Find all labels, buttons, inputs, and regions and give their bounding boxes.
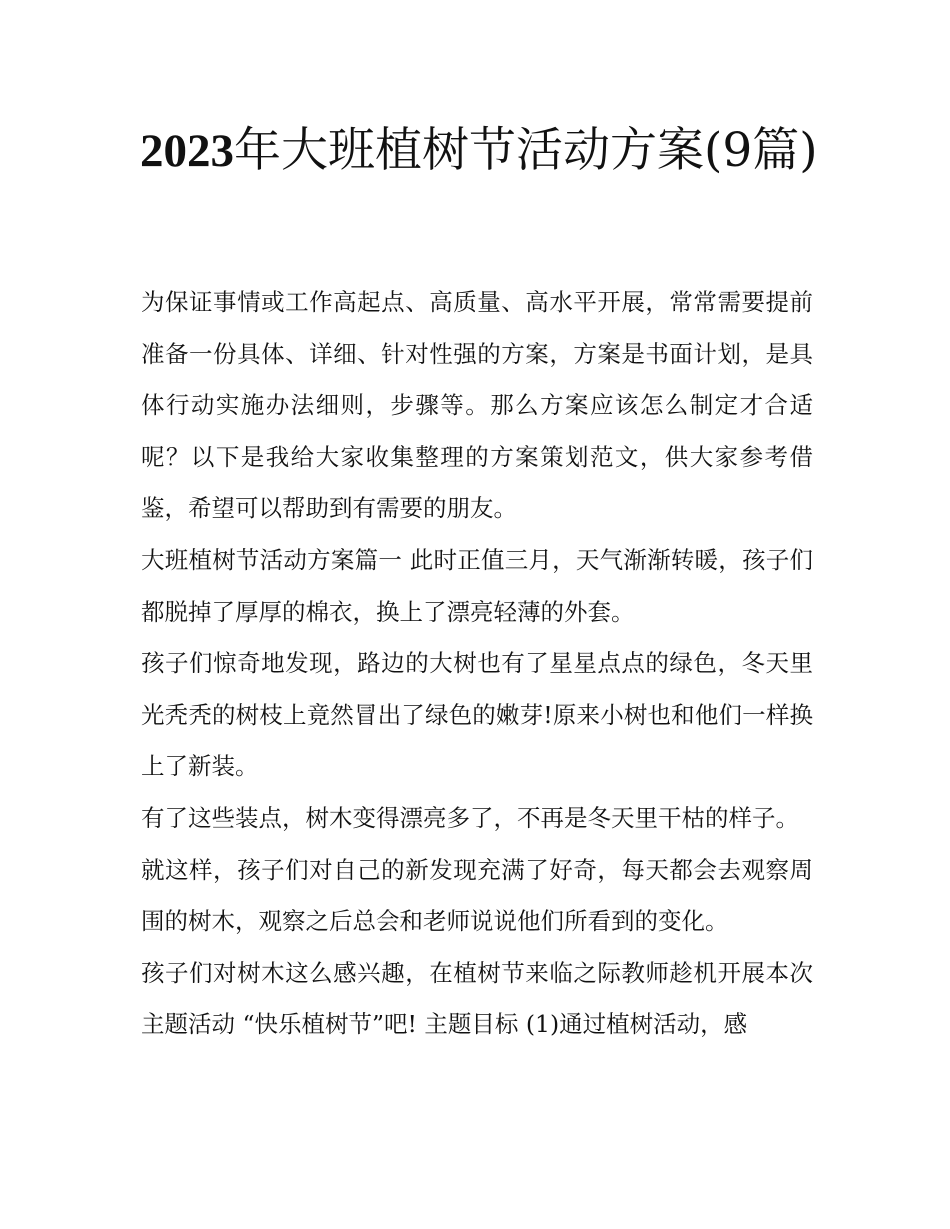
- document-title: [140, 112, 820, 190]
- paragraph-observation: 就这样，孩子们对自己的新发现充满了好奇，每天都会去观察周围的树木，观察之后总会和老师说说他们所看到的变化。: [141, 855, 813, 936]
- paragraph-intro: 为保证事情或工作高起点、高质量、高水平开展，常常需要提前准备一份具体、详细、针对性强的方案，方案是书面计划，是具体行动实施办法细则，步骤等。那么方案应该怎么制定才合适呢？以下是我给大家收集整理的方案策划范文，供大家参考借鉴，希望可以帮助到有需要的朋友。: [141, 288, 813, 523]
- title-text: 年大班植树节活动方案(9篇): [234, 123, 818, 178]
- document-body: [141, 277, 813, 1051]
- paragraph-discovery: 孩子们惊奇地发现，路边的大树也有了星星点点的绿色，冬天里光秃秃的树枝上竟然冒出了绿色的嫩芽!原来小树也和他们一样换上了新装。: [141, 649, 813, 781]
- paragraph-section-one: 大班植树节活动方案篇一 此时正值三月，天气渐渐转暖，孩子们都脱掉了厚厚的棉衣，换上了漂亮轻薄的外套。: [141, 545, 813, 626]
- paragraph-decoration: 有了这些装点，树木变得漂亮多了，不再是冬天里干枯的样子。: [141, 803, 799, 832]
- paragraph-theme: 孩子们对树木这么感兴趣，在植树节来临之际教师趁机开展本次主题活动 “快乐植树节”吧! 主题目标 (1)通过植树活动，感: [141, 958, 813, 1039]
- title-year: 2023: [140, 125, 234, 177]
